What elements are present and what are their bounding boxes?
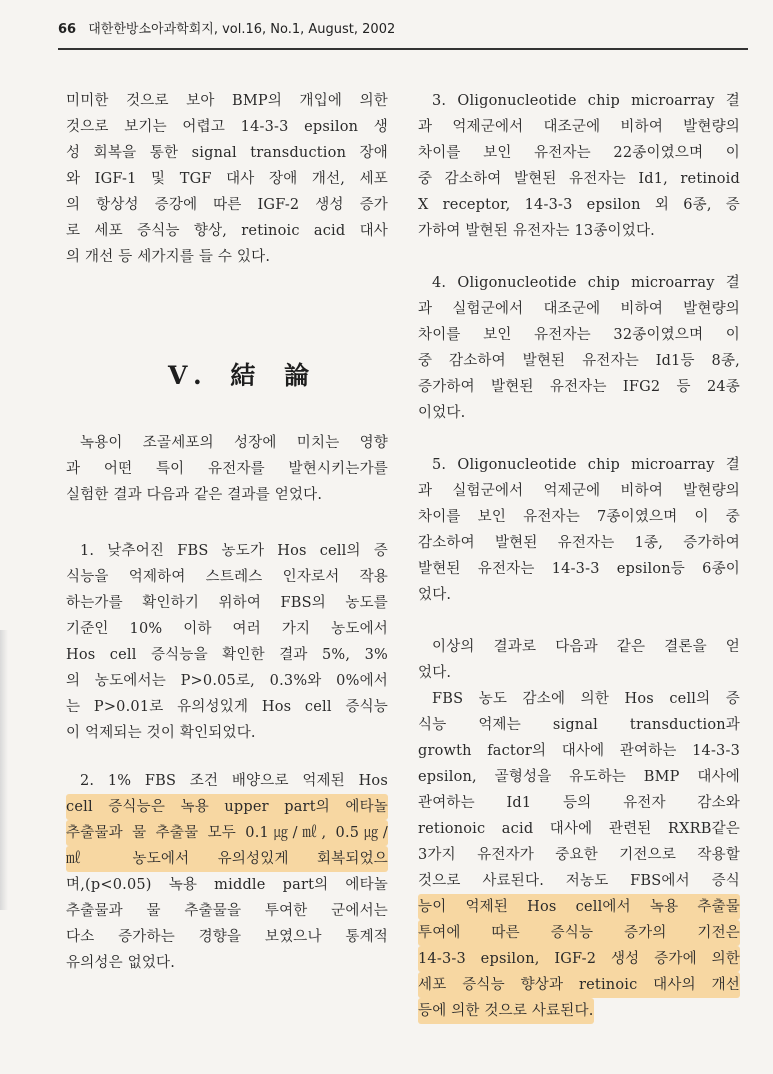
text-line: 이었다. [418,405,466,421]
text-line: 차이를 보인 유전자는 32종이였으며 이 [418,327,740,343]
text-line: 이 억제되는 것이 확인되었다. [66,725,256,741]
result-item-3 [418,88,740,244]
paragraph-intro [66,430,388,508]
text-line: 4. Oligonucleotide chip microarray 결 [432,275,740,291]
text-line: 미미한 것으로 보아 BMP의 개입에 의한 [66,93,388,109]
text-line: 의 항상성 증강에 따른 IGF-2 생성 증가 [66,197,388,213]
text-line: 가하여 발현된 유전자는 13종이었다. [418,223,655,239]
text-line: 것으로 사료된다. 저농도 FBS에서 증식 [418,873,740,889]
conclusion-paragraph [418,634,740,1024]
text-line: 다소 증가하는 경향을 보였으나 통계적 [66,929,388,945]
section-title: V. 結 論 [168,361,320,390]
text-line: 3가지 유전자가 중요한 기전으로 작용할 [418,847,740,863]
running-header [58,18,748,50]
text-line: 5. Oligonucleotide chip microarray 결 [432,457,740,473]
text-line: 와 IGF-1 및 TGF 대사 장애 개선, 세포 [66,171,388,187]
text-line: 감소하여 발현된 유전자는 1종, 증가하여 [418,535,740,551]
text-line: 것으로 보기는 어렵고 14-3-3 epsilon 생 [66,119,388,135]
text-line: 발현된 유전자는 14-3-3 epsilon등 6종이 [418,561,740,577]
result-item-5 [418,452,740,608]
text-line: 추출물과 물 추출물을 투여한 군에서는 [66,903,388,919]
text-line: 관여하는 Id1 등의 유전자 감소와 [418,795,740,811]
highlighted-text-line: 14-3-3 epsilon, IGF-2 생성 증가에 의한 [418,946,740,972]
text-line: 는 P>0.01로 유의성있게 Hos cell 증식능 [66,699,388,715]
text-line: 었다. [418,665,452,681]
text-line: 차이를 보인 유전자는 22종이였으며 이 [418,145,740,161]
text-line: 었다. [418,587,452,603]
text-line: 2. 1% FBS 조건 배양으로 억제된 Hos [80,773,388,789]
text-line: 과 어떤 특이 유전자를 발현시키는가를 [66,461,388,477]
highlighted-text-line: 세포 증식능 향상과 retinoic 대사의 개선 [418,972,740,998]
text-line: 중 감소하여 발현된 유전자는 Id1, retinoid [418,171,740,187]
text-line: 과 실험군에서 대조군에 비하여 발현량의 [418,301,740,317]
text-line: 성 회복을 통한 signal transduction 장애 [66,145,388,161]
result-item-4 [418,270,740,426]
text-line: 중 감소하여 발현된 유전자는 Id1등 8종, [418,353,740,369]
text-line: 식능 억제는 signal transduction과 [418,717,740,733]
text-line: 하는가를 확인하기 위하여 FBS의 농도를 [66,595,388,611]
text-line: FBS 농도 감소에 의한 Hos cell의 증 [432,691,740,707]
highlighted-text-line: cell 증식능은 녹용 upper part의 에타놀 [66,794,388,820]
text-line: 기준인 10% 이하 여러 가지 농도에서 [66,621,388,637]
journal-citation: 대한한방소아과학회지, vol.16, No.1, August, 2002 [88,22,396,37]
text-line: 녹용이 조골세포의 성장에 미치는 영향 [80,435,388,451]
text-line: epsilon, 골형성을 유도하는 BMP 대사에 [418,769,740,785]
highlighted-text-line: 능이 억제된 Hos cell에서 녹용 추출물 [418,894,740,920]
text-line: X receptor, 14-3-3 epsilon 외 6종, 증 [418,197,740,213]
text-line: 며,(p<0.05) 녹용 middle part의 에타놀 [66,877,388,893]
text-line: 과 억제군에서 대조군에 비하여 발현량의 [418,119,740,135]
text-line: 1. 낮추어진 FBS 농도가 Hos cell의 증 [80,543,388,559]
text-line: 이상의 결과로 다음과 같은 결론을 얻 [432,639,740,655]
text-line: 증가하여 발현된 유전자는 IFG2 등 24종 [418,379,740,395]
highlighted-text-line: ㎖ 농도에서 유의성있게 회복되었으 [66,846,388,872]
page-edge-shadow [0,630,8,910]
text-line: 식능을 억제하여 스트레스 인자로서 작용 [66,569,388,585]
text-line: 의 개선 등 세가지를 들 수 있다. [66,249,271,265]
text-line: 의 농도에서는 P>0.05로, 0.3%와 0%에서 [66,673,388,689]
text-line: retionoic acid 대사에 관련된 RXRB같은 [418,821,740,837]
text-line: 3. Oligonucleotide chip microarray 결 [432,93,740,109]
result-item-2 [66,768,388,976]
text-line: 차이를 보인 유전자는 7종이였으며 이 중 [418,509,740,525]
page-number: 66 [58,22,77,37]
text-line: 로 세포 증식능 향상, retinoic acid 대사 [66,223,388,239]
highlighted-text-line: 등에 의한 것으로 사료된다. [418,998,594,1024]
highlighted-text-line: 추출물과 물 추출물 모두 0.1㎍/㎖, 0.5㎍/ [66,820,388,846]
text-line: 과 실험군에서 억제군에 비하여 발현량의 [418,483,740,499]
text-line: 유의성은 없었다. [66,955,176,971]
text-line: 실험한 결과 다음과 같은 결과를 얻었다. [66,487,323,503]
text-line: Hos cell 증식능을 확인한 결과 5%, 3% [66,647,388,663]
paragraph-discussion-end [66,88,388,270]
highlighted-text-line: 투여에 따른 증식능 증가의 기전은 [418,920,740,946]
text-line: growth factor의 대사에 관여하는 14-3-3 [418,743,740,759]
result-item-1 [66,538,388,746]
